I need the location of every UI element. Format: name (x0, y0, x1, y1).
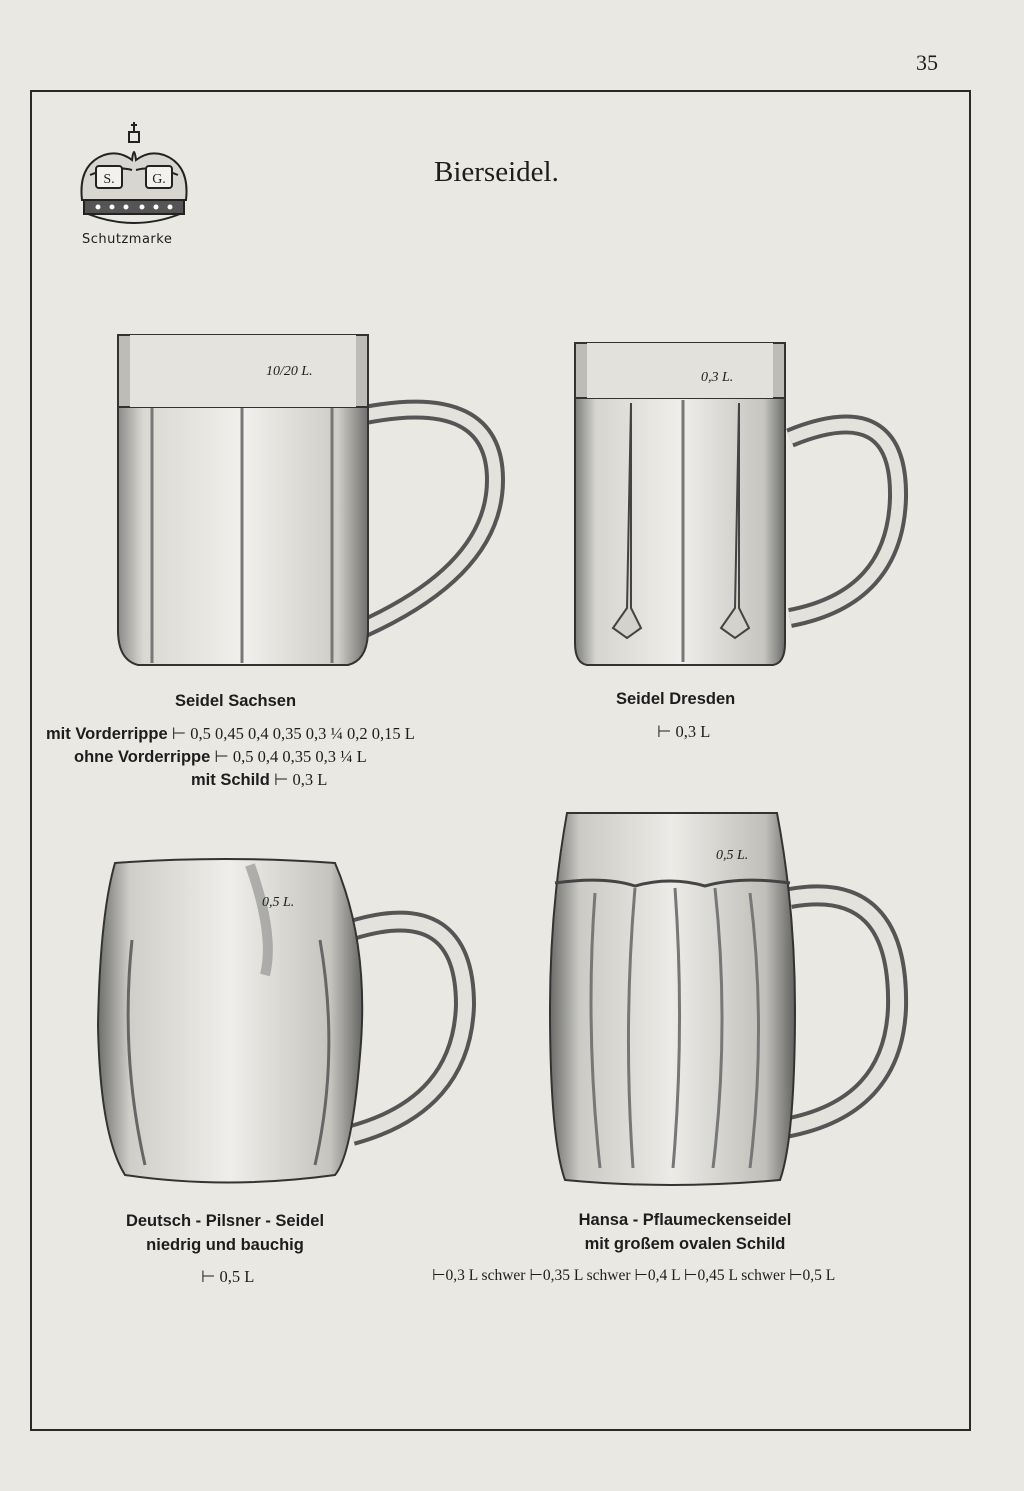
spec-sizes: 0,3 L (292, 770, 328, 789)
capacity-marking-hansa: 0,5 L. (716, 848, 749, 863)
spec-sizes: 0,5 L (219, 1267, 255, 1286)
page-title: Bierseidel. (434, 156, 559, 188)
size-marker-icon: ⊢ (683, 1267, 698, 1284)
mug-subtitle-hansa: mit großem ovalen Schild (584, 1235, 786, 1253)
spec-label: ohne Vorderrippe (74, 748, 211, 766)
mug-illustration-dresden (565, 338, 915, 670)
size-marker-icon: ⊢ (432, 1267, 446, 1284)
spec-label: mit Vorderrippe (46, 725, 168, 743)
svg-text:S.: S. (103, 172, 115, 187)
size-marker-icon: ⊢ (634, 1267, 648, 1284)
spec-row (191, 770, 327, 790)
size-marker-icon: ⊢ (171, 724, 187, 743)
capacity-marking-pilsner: 0,5 L. (262, 895, 295, 910)
capacity-marking-sachsen: 10/20 L. (266, 364, 313, 379)
mug-name-dresden: Seidel Dresden (616, 690, 736, 708)
size-marker-icon: ⊢ (529, 1267, 543, 1284)
spec-row (74, 747, 367, 767)
size-marker-icon: ⊢ (657, 722, 672, 741)
svg-text:G.: G. (152, 172, 166, 187)
capacity-marking-dresden: 0,3 L. (701, 370, 734, 385)
crown-icon (74, 120, 194, 230)
spec-sizes: 0,3 L (675, 722, 711, 741)
logo-caption: Schutzmarke (82, 232, 173, 247)
spec-row (657, 722, 710, 742)
mug-name-sachsen: Seidel Sachsen (175, 692, 297, 710)
spec-label: mit Schild (191, 771, 270, 789)
mug-illustration-sachsen (110, 330, 510, 675)
spec-sizes: 0,45 L schwer (697, 1267, 786, 1284)
spec-row (46, 724, 415, 744)
page-number: 35 (916, 50, 938, 75)
mug-subtitle-pilsner: niedrig und bauchig (146, 1236, 304, 1254)
spec-sizes: 0,35 L schwer (542, 1267, 631, 1284)
mug-name-hansa: Hansa - Pflaumeckenseidel (578, 1211, 792, 1229)
spec-row (201, 1267, 254, 1287)
spec-sizes: 0,4 L (647, 1267, 681, 1284)
spec-row (432, 1266, 835, 1285)
mug-name-pilsner: Deutsch - Pilsner - Seidel (125, 1212, 325, 1230)
size-marker-icon: ⊢ (201, 1267, 216, 1286)
trademark-logo (74, 120, 194, 255)
size-marker-icon: ⊢ (273, 770, 289, 789)
spec-sizes: 0,5 0,4 0,35 0,3 ¼ L (232, 747, 367, 766)
size-marker-icon: ⊢ (214, 747, 229, 766)
spec-sizes: 0,5 0,45 0,4 0,35 0,3 ¼ 0,2 0,15 L (190, 724, 415, 743)
spec-sizes: 0,5 L (802, 1267, 836, 1284)
spec-sizes: 0,3 L schwer (445, 1267, 526, 1284)
size-marker-icon: ⊢ (788, 1267, 803, 1284)
mug-illustration-hansa (545, 808, 910, 1193)
